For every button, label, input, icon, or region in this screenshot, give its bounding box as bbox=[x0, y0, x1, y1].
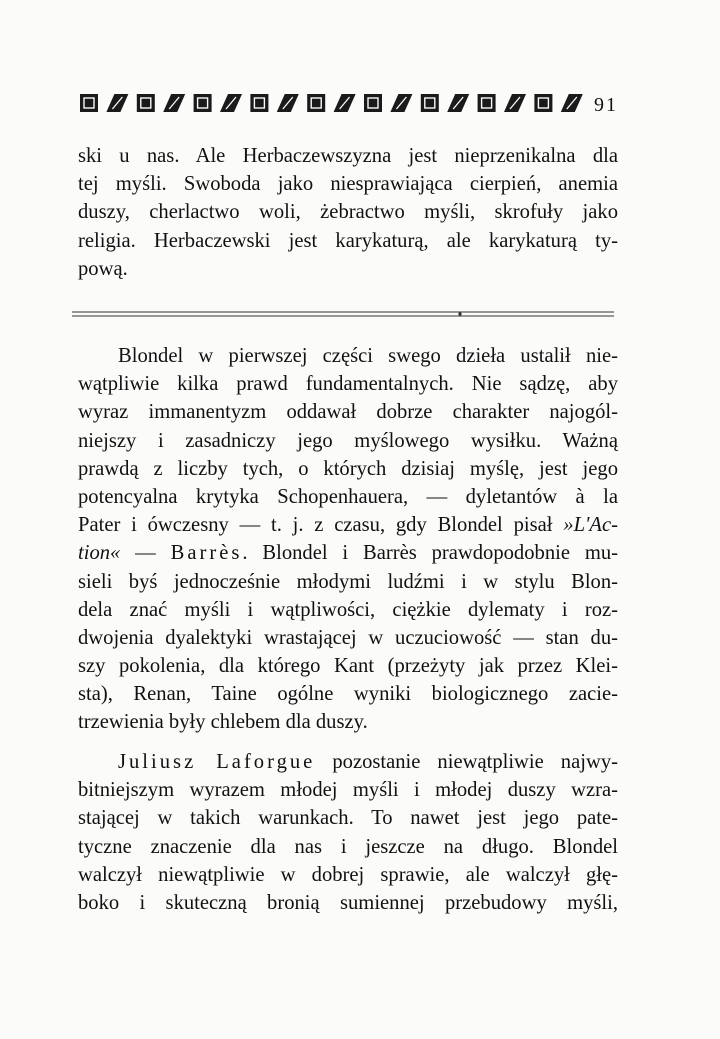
text-segment: . Blondel i Barrès prawdopodobnie mu- bbox=[242, 542, 618, 565]
text-line: bitniejszym wyrazem młodej myśli i młodej duszy wzra- bbox=[78, 779, 618, 802]
text-line: boko i skuteczną bronią sumiennej przebudowy myśli, bbox=[78, 891, 618, 914]
italic-title: tion« bbox=[78, 542, 121, 565]
text-line: ski u nas. Ale Herbaczewszyzna jest nieprzenikalna dla bbox=[78, 145, 618, 167]
text-segment: Pater i ówczesny — t. j. z czasu, gdy Blondel pisał bbox=[78, 514, 553, 537]
ornamental-band-icon bbox=[78, 92, 590, 114]
text-line: Blondel w pierwszej części swego dzieła ustalił nie- bbox=[118, 345, 618, 367]
text-line: wyraz immanentyzm oddawał dobrze charakter najogól- bbox=[78, 401, 618, 424]
text-line: stającej w takich warunkach. To nawet jest jego pate- bbox=[78, 807, 618, 830]
text-segment: pozostanie niewątpliwie najwy- bbox=[315, 751, 618, 773]
text-line: sta), Renan, Taine ogólne wyniki biologicznego zacie- bbox=[78, 683, 618, 706]
text-line: pową. bbox=[78, 257, 128, 280]
page-header bbox=[78, 92, 618, 116]
text-line: tyczne znaczenie dla nas i jeszcze na długo. Blondel bbox=[78, 835, 618, 858]
page-number: 91 bbox=[594, 94, 618, 116]
spaced-name: Barrès bbox=[170, 542, 243, 565]
text-line: trzewienia były chlebem dla duszy. bbox=[78, 711, 368, 734]
text-line: walczył niewątpliwie w dobrej sprawie, ale walczył głę- bbox=[78, 863, 618, 886]
paragraph-1 bbox=[78, 142, 618, 283]
spaced-name: Juliusz Laforgue bbox=[118, 751, 316, 773]
text-line: potencyalna krytyka Schopenhauera, — dyletantów à la bbox=[78, 485, 618, 508]
text-line: dwojenia dyalektyki wrastającej w uczuciowość — stan du- bbox=[78, 626, 618, 649]
text-line: niejszy i zasadniczy jego myślowego wysiłku. Ważną bbox=[78, 429, 618, 452]
double-rule-divider-icon bbox=[72, 310, 614, 318]
text-line: duszy, cherlactwo woli, żebractwo myśli, skrofuły jako bbox=[78, 201, 618, 224]
paragraph-2 bbox=[78, 342, 618, 737]
text-line: dela znać myśli i wątpliwości, ciężkie dylematy i roz- bbox=[78, 598, 618, 621]
text-line: prawdą z liczby tych, o których dzisiaj myślę, jest jego bbox=[78, 457, 618, 480]
paragraph-3 bbox=[78, 748, 618, 917]
text-segment: — bbox=[120, 542, 171, 565]
text-line: sieli byś jednocześnie młodymi ludźmi i w stylu Blon- bbox=[78, 570, 618, 593]
text-line: wątpliwie kilka prawd fundamentalnych. Nie sądzę, aby bbox=[78, 373, 618, 396]
text-line: religia. Herbaczewski jest karykaturą, ale karykaturą ty- bbox=[78, 229, 618, 252]
italic-title: »L'Ac- bbox=[563, 514, 618, 537]
text-line bbox=[78, 748, 618, 776]
text-line: tej myśli. Swoboda jako niesprawiająca cierpień, anemia bbox=[78, 173, 618, 196]
text-line bbox=[78, 539, 618, 567]
text-line: szy pokolenia, dla którego Kant (przeżyty jak przez Klei- bbox=[78, 655, 618, 678]
text-line bbox=[78, 511, 618, 539]
